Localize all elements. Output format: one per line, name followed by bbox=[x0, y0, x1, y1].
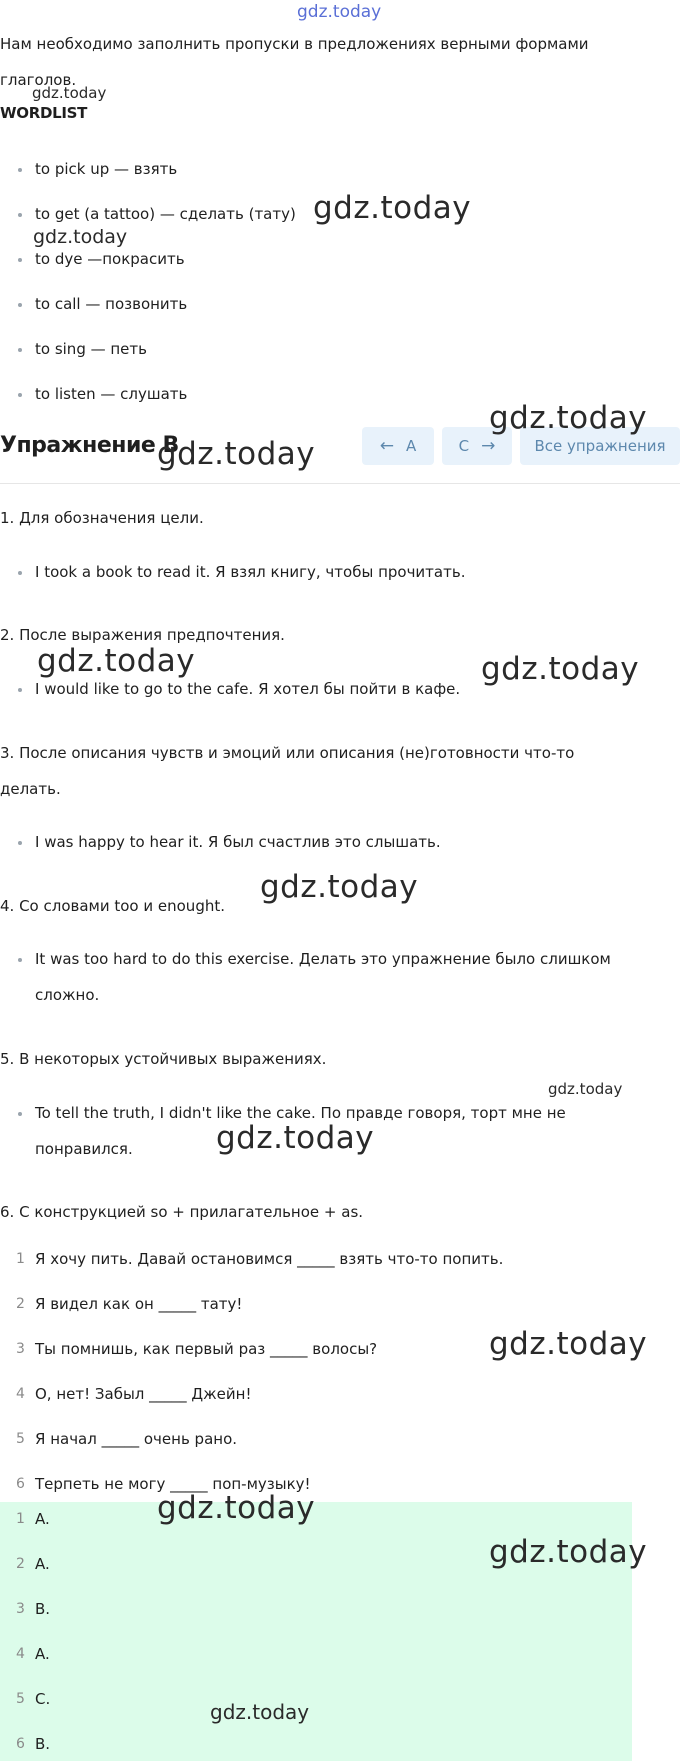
watermark: gdz.today bbox=[489, 1534, 648, 1570]
wordlist-item: to get (a tattoo) — сделать (тату) bbox=[35, 205, 296, 223]
section-divider bbox=[0, 483, 680, 484]
watermark: gdz.today bbox=[548, 1080, 623, 1098]
rule-example-continued: понравился. bbox=[35, 1140, 133, 1158]
exercise-heading: Упражнение B bbox=[0, 433, 179, 458]
wordlist-item: to sing — петь bbox=[35, 340, 147, 358]
answer-number: 3 bbox=[16, 1601, 25, 1617]
exercise-sentence: Ты помнишь, как первый раз _____ волосы? bbox=[35, 1340, 378, 1358]
watermark: gdz.today bbox=[37, 643, 196, 679]
rule-title: 1. Для обозначения цели. bbox=[0, 509, 204, 527]
all-exercises-label: Все упражнения bbox=[534, 437, 666, 455]
answer-number: 2 bbox=[16, 1556, 25, 1572]
prev-exercise-button[interactable] bbox=[362, 427, 434, 465]
rule-example: To tell the truth, I didn't like the cake. По правде говоря, торт мне не bbox=[35, 1104, 566, 1122]
exercise-number: 4 bbox=[16, 1386, 25, 1402]
wordlist-title: WORDLIST bbox=[0, 104, 88, 122]
answer-value: C. bbox=[35, 1690, 51, 1708]
prev-exercise-label: A bbox=[405, 437, 417, 455]
answer-value: A. bbox=[35, 1555, 50, 1573]
answer-number: 6 bbox=[16, 1736, 25, 1752]
exercise-number: 6 bbox=[16, 1476, 25, 1492]
watermark: gdz.today bbox=[33, 226, 128, 248]
exercise-number: 5 bbox=[16, 1431, 25, 1447]
watermark: gdz.today bbox=[489, 400, 648, 436]
rule-example: I was happy to hear it. Я был счастлив это слышать. bbox=[35, 833, 441, 851]
wordlist-item: to dye —покрасить bbox=[35, 250, 185, 268]
wordlist-item: to pick up — взять bbox=[35, 160, 178, 178]
exercise-number: 1 bbox=[16, 1251, 25, 1267]
rule-title: 3. После описания чувств и эмоций или описания (не)готовности что-то bbox=[0, 744, 575, 762]
exercise-sentence: О, нет! Забыл _____ Джейн! bbox=[35, 1385, 252, 1403]
rule-example-continued: сложно. bbox=[35, 986, 100, 1004]
watermark: gdz.today bbox=[32, 84, 107, 102]
rule-example: I took a book to read it. Я взял книгу, чтобы прочитать. bbox=[35, 563, 466, 581]
exercise-sentence: Я начал _____ очень рано. bbox=[35, 1430, 238, 1448]
answer-value: A. bbox=[35, 1645, 50, 1663]
watermark: gdz.today bbox=[313, 190, 472, 226]
answer-number: 5 bbox=[16, 1691, 25, 1707]
watermark: gdz.today bbox=[210, 1700, 310, 1724]
rule-title: 4. Со словами too и enought. bbox=[0, 897, 225, 915]
watermark: gdz.today bbox=[216, 1120, 375, 1156]
exercise-number: 2 bbox=[16, 1296, 25, 1312]
watermark: gdz.today bbox=[260, 869, 419, 905]
watermark: gdz.today bbox=[481, 651, 640, 687]
watermark: gdz.today bbox=[157, 436, 316, 472]
answer-value: B. bbox=[35, 1600, 51, 1618]
exercise-number: 3 bbox=[16, 1341, 25, 1357]
watermark: gdz.today bbox=[489, 1326, 648, 1362]
answer-value: B. bbox=[35, 1735, 51, 1753]
arrow-right-icon: → bbox=[481, 436, 496, 456]
answer-number: 4 bbox=[16, 1646, 25, 1662]
rule-title: 6. С конструкцией so + прилагательное + as. bbox=[0, 1203, 364, 1221]
answer-number: 1 bbox=[16, 1511, 25, 1527]
intro-text-line-1: Нам необходимо заполнить пропуски в предложениях верными формами bbox=[0, 35, 589, 53]
exercise-sentence: Я хочу пить. Давай остановимся _____ взять что-то попить. bbox=[35, 1250, 504, 1268]
next-exercise-label: C bbox=[458, 437, 470, 455]
exercise-sentence: Я видел как он _____ тату! bbox=[35, 1295, 243, 1313]
answer-value: A. bbox=[35, 1510, 50, 1528]
rule-title: 5. В некоторых устойчивых выражениях. bbox=[0, 1050, 327, 1068]
rule-title-continued: делать. bbox=[0, 780, 61, 798]
wordlist-item: to listen — слушать bbox=[35, 385, 188, 403]
exercise-sentence: Терпеть не могу _____ поп-музыку! bbox=[35, 1475, 311, 1493]
wordlist-item: to call — позвонить bbox=[35, 295, 188, 313]
intro-text-line-2: глаголов. bbox=[0, 71, 77, 89]
rule-example: I would like to go to the cafe. Я хотел бы пойти в кафе. bbox=[35, 680, 461, 698]
watermark: gdz.today bbox=[157, 1490, 316, 1526]
rule-example: It was too hard to do this exercise. Делать это упражнение было слишком bbox=[35, 950, 611, 968]
rule-title: 2. После выражения предпочтения. bbox=[0, 626, 285, 644]
watermark-logo: gdz.today bbox=[297, 2, 382, 22]
arrow-left-icon: ← bbox=[379, 436, 394, 456]
